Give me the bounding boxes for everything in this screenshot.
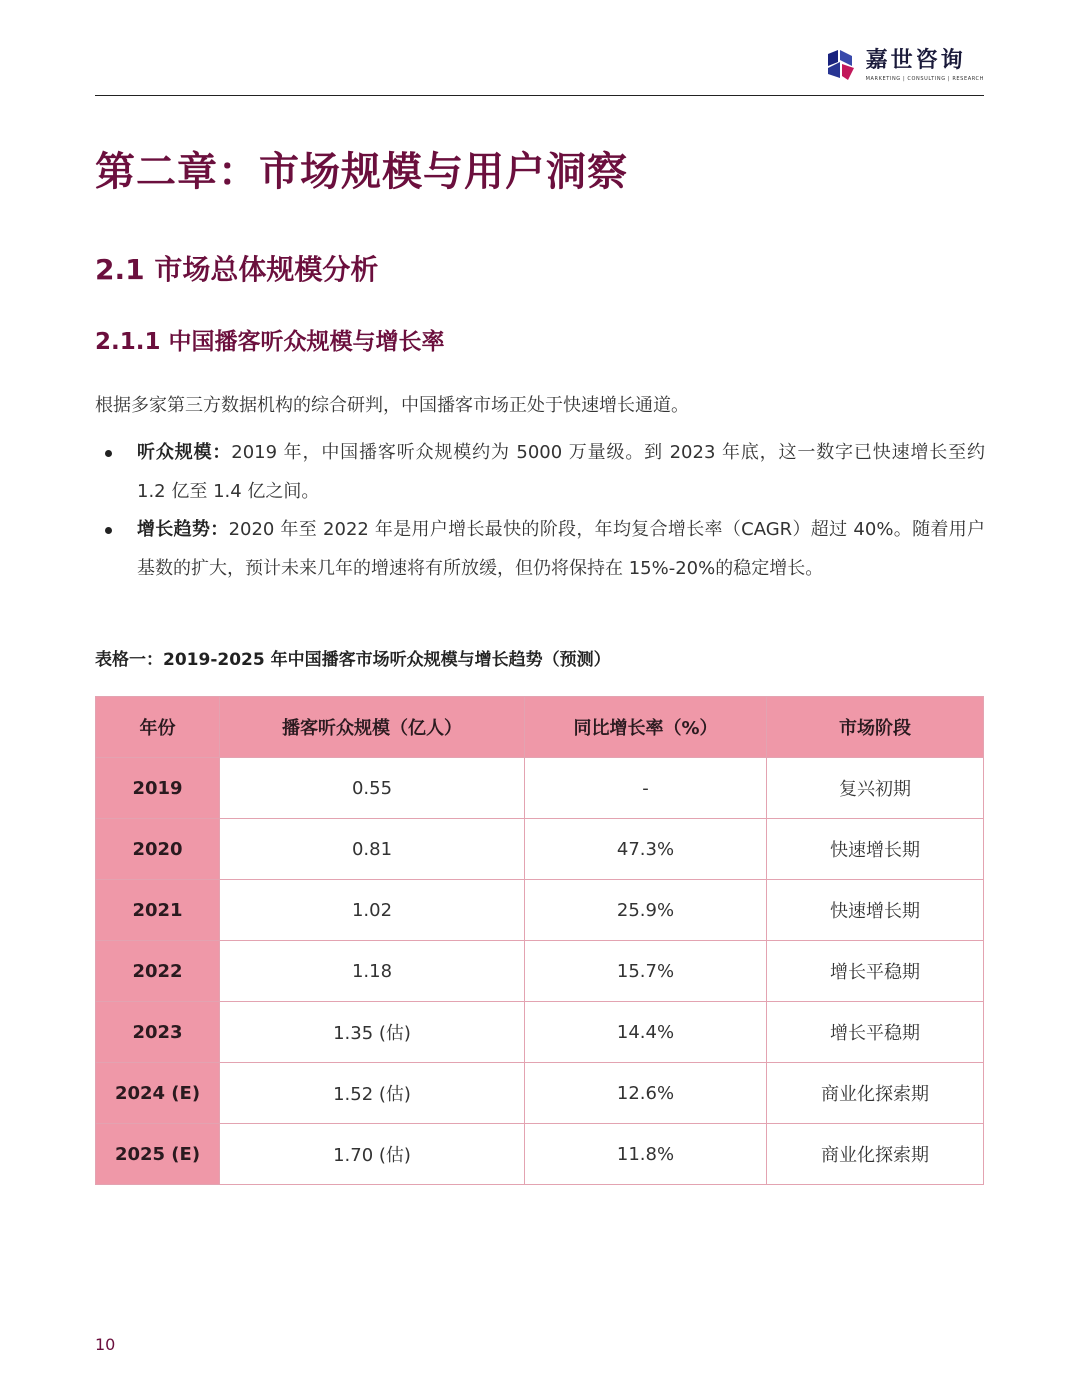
cell-listeners: 0.55 bbox=[220, 758, 525, 819]
table-row bbox=[96, 941, 984, 1002]
header-divider bbox=[95, 95, 984, 96]
table-row bbox=[96, 1063, 984, 1124]
bullet-item-growth bbox=[95, 511, 985, 588]
cell-growth-rate: 47.3% bbox=[525, 819, 767, 880]
bullet-text: 2020 年至 2022 年是用户增长最快的阶段，年均复合增长率（CAGR）超过 40%。随着用户基数的扩大，预计未来几年的增速将有所放缓，但仍将保持在 15%-20%的稳定增长。 bbox=[137, 519, 986, 579]
cell-growth-rate: 15.7% bbox=[525, 941, 767, 1002]
cell-year: 2019 bbox=[96, 758, 220, 819]
page-number: 10 bbox=[95, 1335, 116, 1354]
cell-listeners: 1.52 (估) bbox=[220, 1063, 525, 1124]
cell-year: 2024 (E) bbox=[96, 1063, 220, 1124]
brand-logo bbox=[824, 48, 984, 82]
bullet-dot-icon bbox=[105, 450, 112, 457]
table-row bbox=[96, 758, 984, 819]
table-caption: 表格一：2019-2025 年中国播客市场听众规模与增长趋势（预测） bbox=[95, 650, 611, 670]
header-year: 年份 bbox=[96, 697, 220, 758]
subsection-title: 2.1.1 中国播客听众规模与增长率 bbox=[95, 329, 445, 355]
cell-market-stage: 商业化探索期 bbox=[767, 1063, 984, 1124]
section-title: 2.1 市场总体规模分析 bbox=[95, 253, 379, 286]
cell-growth-rate: 25.9% bbox=[525, 880, 767, 941]
table-row bbox=[96, 819, 984, 880]
table-row bbox=[96, 1002, 984, 1063]
bullet-dot-icon bbox=[105, 527, 112, 534]
cell-listeners: 1.18 bbox=[220, 941, 525, 1002]
cell-market-stage: 增长平稳期 bbox=[767, 941, 984, 1002]
listener-scale-table bbox=[95, 696, 984, 1185]
cell-year: 2025 (E) bbox=[96, 1124, 220, 1185]
table-row bbox=[96, 880, 984, 941]
cell-listeners: 0.81 bbox=[220, 819, 525, 880]
table-row bbox=[96, 1124, 984, 1185]
bullet-item-audience bbox=[95, 434, 985, 511]
header-growth-rate: 同比增长率（%） bbox=[525, 697, 767, 758]
brand-tagline: MARKETING | CONSULTING | RESEARCH bbox=[865, 75, 984, 82]
cell-market-stage: 复兴初期 bbox=[767, 758, 984, 819]
cell-growth-rate: 11.8% bbox=[525, 1124, 767, 1185]
bullet-text: 2019 年，中国播客听众规模约为 5000 万量级。到 2023 年底，这一数字已快速增长至约 1.2 亿至 1.4 亿之间。 bbox=[137, 442, 986, 502]
bullet-term: 听众规模： bbox=[137, 442, 232, 463]
brand-logo-icon bbox=[824, 48, 858, 82]
cell-year: 2022 bbox=[96, 941, 220, 1002]
cell-market-stage: 商业化探索期 bbox=[767, 1124, 984, 1185]
cell-listeners: 1.02 bbox=[220, 880, 525, 941]
cell-growth-rate: 12.6% bbox=[525, 1063, 767, 1124]
cell-growth-rate: - bbox=[525, 758, 767, 819]
cell-year: 2021 bbox=[96, 880, 220, 941]
cell-year: 2023 bbox=[96, 1002, 220, 1063]
cell-listeners: 1.70 (估) bbox=[220, 1124, 525, 1185]
cell-market-stage: 快速增长期 bbox=[767, 880, 984, 941]
bullet-term: 增长趋势： bbox=[137, 519, 229, 540]
cell-market-stage: 快速增长期 bbox=[767, 819, 984, 880]
cell-market-stage: 增长平稳期 bbox=[767, 1002, 984, 1063]
table-header-row bbox=[96, 697, 984, 758]
chapter-title: 第二章：市场规模与用户洞察 bbox=[95, 149, 628, 195]
cell-year: 2020 bbox=[96, 819, 220, 880]
header-listeners: 播客听众规模（亿人） bbox=[220, 697, 525, 758]
cell-listeners: 1.35 (估) bbox=[220, 1002, 525, 1063]
page-header bbox=[95, 40, 984, 96]
brand-name: 嘉世咨询 bbox=[865, 47, 966, 73]
bullet-list bbox=[95, 434, 985, 588]
cell-growth-rate: 14.4% bbox=[525, 1002, 767, 1063]
intro-paragraph: 根据多家第三方数据机构的综合研判，中国播客市场正处于快速增长通道。 bbox=[95, 395, 689, 416]
header-market-stage: 市场阶段 bbox=[767, 697, 984, 758]
